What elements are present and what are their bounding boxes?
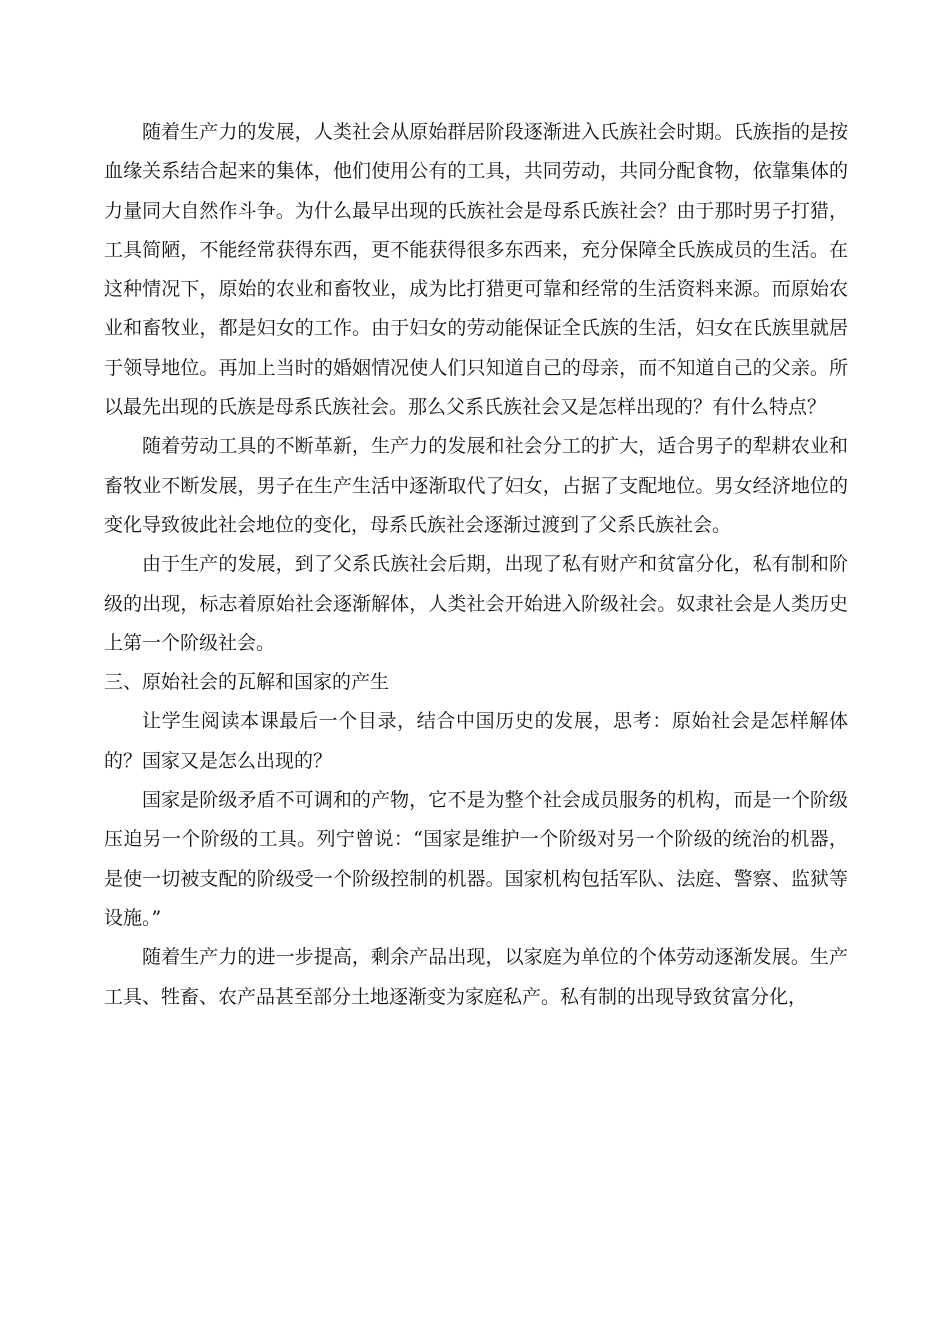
- paragraph-state-definition: 国家是阶级矛盾不可调和的产物，它不是为整个社会成员服务的机构，而是一个阶级压迫另一个阶级的工具。列宁曾说：“国家是维护一个阶级对另一个阶级的统治的机器，是使一切被支配的阶级受一个阶级控制的机器。国家机构包括军队、法庭、警察、监狱等设施。”: [104, 789, 848, 929]
- document-body: [104, 113, 848, 1017]
- section-heading: 三、原始社会的瓦解和国家的产生: [104, 671, 390, 694]
- paragraph-private-property: 随着生产力的进一步提高，剩余产品出现，以家庭为单位的个体劳动逐渐发展。生产工具、牲畜、农产品甚至部分土地逐渐变为家庭私产。私有制的出现导致贫富分化，: [104, 946, 848, 1008]
- paragraph-patrilineal-transition: 随着劳动工具的不断革新，生产力的发展和社会分工的扩大，适合男子的犁耕农业和畜牧业不断发展，男子在生产生活中逐渐取代了妇女，占据了支配地位。男女经济地位的变化导致彼此社会地位的变化，母系氏族社会逐渐过渡到了父系氏族社会。: [104, 435, 848, 536]
- paragraph-matrilineal-society: 随着生产力的发展，人类社会从原始群居阶段逐渐进入氏族社会时期。氏族指的是按血缘关系结合起来的集体，他们使用公有的工具，共同劳动，共同分配食物，依靠集体的力量同大自然作斗争。为什么最早出现的氏族社会是母系氏族社会？由于那时男子打猎，工具简陋，不能经常获得东西，更不能获得很多东西来，充分保障全氏族成员的生活。在这种情况下，原始的农业和畜牧业，成为比打猎更可靠和经常的生活资料来源。而原始农业和畜牧业，都是妇女的工作。由于妇女的劳动能保证全氏族的生活，妇女在氏族里就居于领导地位。再加上当时的婚姻情况使人们只知道自己的母亲，而不知道自己的父亲。所以最先出现的氏族是母系氏族社会。那么父系氏族社会又是怎样出现的？有什么特点？: [104, 121, 848, 419]
- paragraph-class-society: 由于生产的发展，到了父系氏族社会后期，出现了私有财产和贫富分化，私有制和阶级的出现，标志着原始社会逐渐解体，人类社会开始进入阶级社会。奴隶社会是人类历史上第一个阶级社会。: [104, 553, 848, 654]
- paragraph-reading-task: 让学生阅读本课最后一个目录，结合中国历史的发展，思考：原始社会是怎样解体的？国家又是怎么出现的？: [104, 710, 848, 772]
